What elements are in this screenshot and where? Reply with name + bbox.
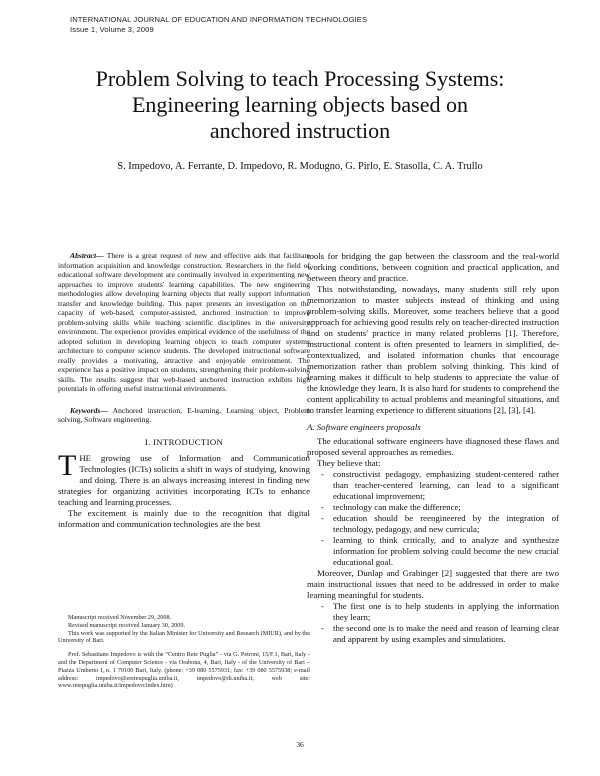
footnote-affiliation: Prof. Sebastiano Impedovo is with the “Centro Rete Puglia” - via G. Petroni, 15/F.1, Bari, Italy - and the Department of Computer Science - via Orabona, 4, Bari, Italy - of the University of Bari – Piazza Umberto I, n. 1 70100 Bari, Italy. (phone: +39 080 5575931; fax: +39 080 5575938; e-mail address: impedovo@ereteupuglia.uniba.it, impedovo@di.uniba.it; web site: www.retepuglia.uniba.it/impedovo/index.htm) (58, 651, 310, 690)
intro-paragraph-1 (58, 448, 310, 508)
issues-list (307, 601, 559, 645)
list-item: - The first one is to help students in applying the information they learn; (307, 601, 559, 623)
list-item: - education should be reengineered by the integration of technology, pedagogy, and new curricula; (307, 513, 559, 535)
list-item: - constructivist pedagogy, emphasizing student-centered rather than teacher-centered learning, can lead to a significant educational improvement; (307, 469, 559, 502)
abstract (58, 251, 310, 394)
author-list: S. Impedovo, A. Ferrante, D. Impedovo, R. Modugno, G. Pirlo, E. Stasolla, C. A. Trullo (117, 161, 483, 172)
right-column (307, 251, 559, 645)
footnote-revised: Revised manuscript received January 30, 2009. (68, 621, 186, 629)
abstract-label: Abstract— (70, 251, 104, 260)
footnote-received: Manuscript received November 29, 2008. (68, 614, 172, 621)
paper-title (40, 66, 560, 144)
right-paragraph-1: tools for bridging the gap between the classroom and the real-world working conditions, between cognition and practical application, and between theory and practice. (307, 251, 559, 283)
page-number: 36 (296, 740, 304, 749)
journal-name: INTERNATIONAL JOURNAL OF EDUCATION AND INFORMATION TECHNOLOGIES (70, 15, 368, 24)
keywords (58, 406, 310, 425)
list-item: - learning to think critically, and to analyze and synthesize information for problem solving could become the new crucial educational goal. (307, 535, 559, 568)
right-paragraph-2: This notwithstanding, nowadays, many students still rely upon memorization to master subjects instead of thinking and using problem-solving skills. Moreover, some teachers believe that a good approach for achieving good results rely on teacher-directed instruction and on students' practice in many related problems [1]. Therefore, instructional content is often presented to learners in simplified, de-contextualized, and isolated information chunks that encourage memorization rather than problem solving thinking. This kind of learning makes it difficult to help students to appreciate the value of the knowledge they learn. It is also hard for students to comprehend the content applicability to actual problems and meaningful situations, and to transfer learning experience to different situations [2], [3], [4]. (307, 284, 559, 415)
journal-header (70, 15, 367, 35)
title-line: Problem Solving to teach Processing Systems: (95, 66, 505, 91)
beliefs-list (307, 469, 559, 568)
list-item: - the second one is to make the need and reason of learning clear and apparent by using examples and simulations. (307, 623, 559, 645)
keywords-label: Keywords— (70, 405, 108, 415)
journal-issue: Issue 1, Volume 3, 2009 (70, 25, 154, 34)
intro-paragraph-2: The excitement is mainly due to the recognition that digital information and communication technologies are the best (58, 507, 310, 529)
footnotes (58, 614, 310, 690)
section-heading-introduction: I. INTRODUCTION (144, 436, 224, 447)
left-column (58, 251, 310, 530)
intro-paragraph-1-text: HE growing use of Information and Communication Technologies (ICTs) solicits a shift in ways of studying, knowing and doing. There is an always increasing interest in finding new strategies for organizing activities incorporating ICTs to enhance teaching and learning processes. (58, 452, 310, 507)
right-paragraph-4: They believe that: (317, 458, 381, 468)
footnote-support: This work was supported by the Italian Minister for University and Research (MIUR), and by the University of Bari. (58, 629, 310, 645)
abstract-text: There is a great request of new and effective aids that facilitate information acquisition and knowledge construction. Researchers in the field of educational software development are continually involved in experimenting new approaches to improve students' learning capabilities. The new engineering methodologies allow developing learning objects that really support information transfer and knowledge building. This paper presents an investigation on the capacity of web-based, computer-assisted, anchored instruction to improve problem-solving skills while teaching scientific disciplines in the university environment. The experience provides empirical evidence of the usefulness of the adopted solution in developing learning objects to teach computer systems architecture to computer science students. The developed instructional software really provides a motivating, attractive and enjoyable environment. The experience has a positive impact on students, strengthening their problem-solving skills. The results suggest that web-based anchored instruction exhibits high potentials in offering useful instructional environments. (58, 251, 311, 393)
subsection-heading: A. Software engineers proposals (307, 422, 421, 432)
keywords-text: Anchored instruction, E-learning, Learning object, Problem solving, Software engineering. (58, 405, 310, 424)
right-paragraph-3: The educational software engineers have diagnosed these flaws and proposed several approaches as remedies. (307, 436, 559, 457)
right-paragraph-5: Moreover, Dunlap and Grabinger [2] suggested that there are two main instructional issues that need to be addressed in order to make learning meaningful for students. (307, 568, 559, 600)
drop-cap: T (58, 448, 77, 482)
list-item: - technology can make the difference; (307, 502, 559, 513)
title-line: anchored instruction (209, 118, 391, 143)
title-line: Engineering learning objects based on (131, 92, 468, 117)
